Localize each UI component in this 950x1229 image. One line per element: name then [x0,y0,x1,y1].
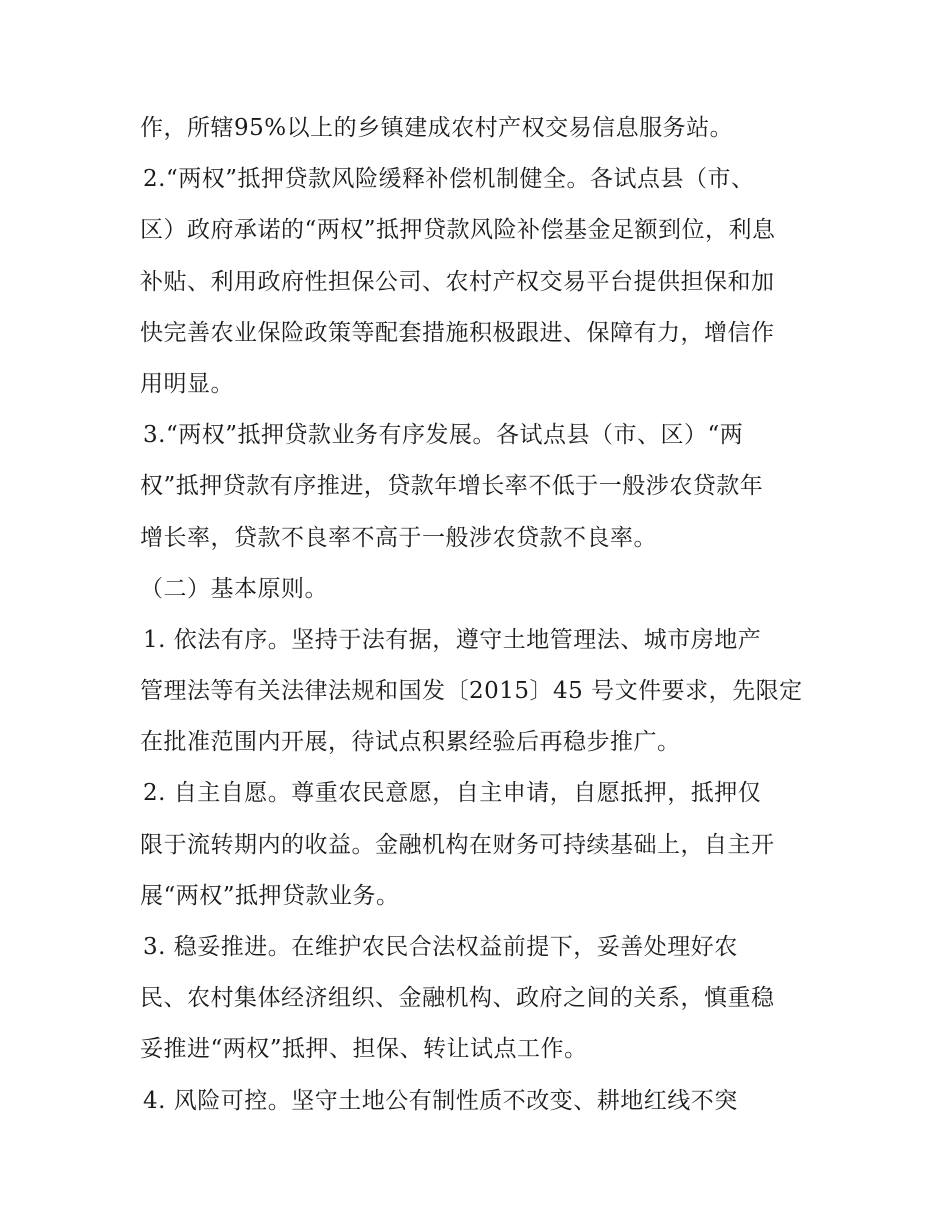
text-line: 作，所辖95%以上的乡镇建成农村产权交易信息服务站。 [140,115,734,141]
text-line: 3. 稳妥推进。在维护农民合法权益前提下，妥善处理好农 [143,934,738,960]
text-line: 快完善农业保险政策等配套措施积极跟进、保障有力，增信作 [140,319,775,346]
text-line: 限于流转期内的收益。金融机构在财务可持续基础上，自主开 [140,831,775,858]
section-heading: （二）基本原则。 [140,575,328,602]
text-line: 2. 自主自愿。尊重农民意愿，自主申请，自愿抵押，抵押仅 [143,780,762,807]
text-line: 2.“两权”抵押贷款风险缓释补偿机制健全。各试点县（市、 [143,166,755,193]
text-line: 在批准范围内开展，待试点积累经验后再稳步推广。 [140,729,681,756]
text-line: 用明显。 [140,370,234,397]
text-line: 民、农村集体经济组织、金融机构、政府之间的关系，慎重稳 [140,985,775,1012]
text-line: 补贴、利用政府性担保公司、农村产权交易平台提供担保和加 [140,268,775,295]
text-line: 管理法等有关法律法规和国发〔2015〕45 号文件要求，先限定 [140,678,803,705]
text-line: 1. 依法有序。坚持于法有据，遵守土地管理法、城市房地产 [143,626,762,653]
text-line: 妥推进“两权”抵押、担保、转让试点工作。 [140,1036,588,1063]
text-line: 增长率，贷款不良率不高于一般涉农贷款不良率。 [140,524,657,551]
text-line: 3.“两权”抵押贷款业务有序发展。各试点县（市、区）“两 [143,422,744,449]
body-text [140,103,830,1127]
text-line: 区）政府承诺的“两权”抵押贷款风险补偿基金足额到位，利息 [140,217,776,244]
text-line: 权”抵押贷款有序推进，贷款年增长率不低于一般涉农贷款年 [140,473,764,500]
text-line: 展“两权”抵押贷款业务。 [140,882,400,909]
text-line: 4. 风险可控。坚守土地公有制性质不改变、耕地红线不突 [143,1087,738,1114]
